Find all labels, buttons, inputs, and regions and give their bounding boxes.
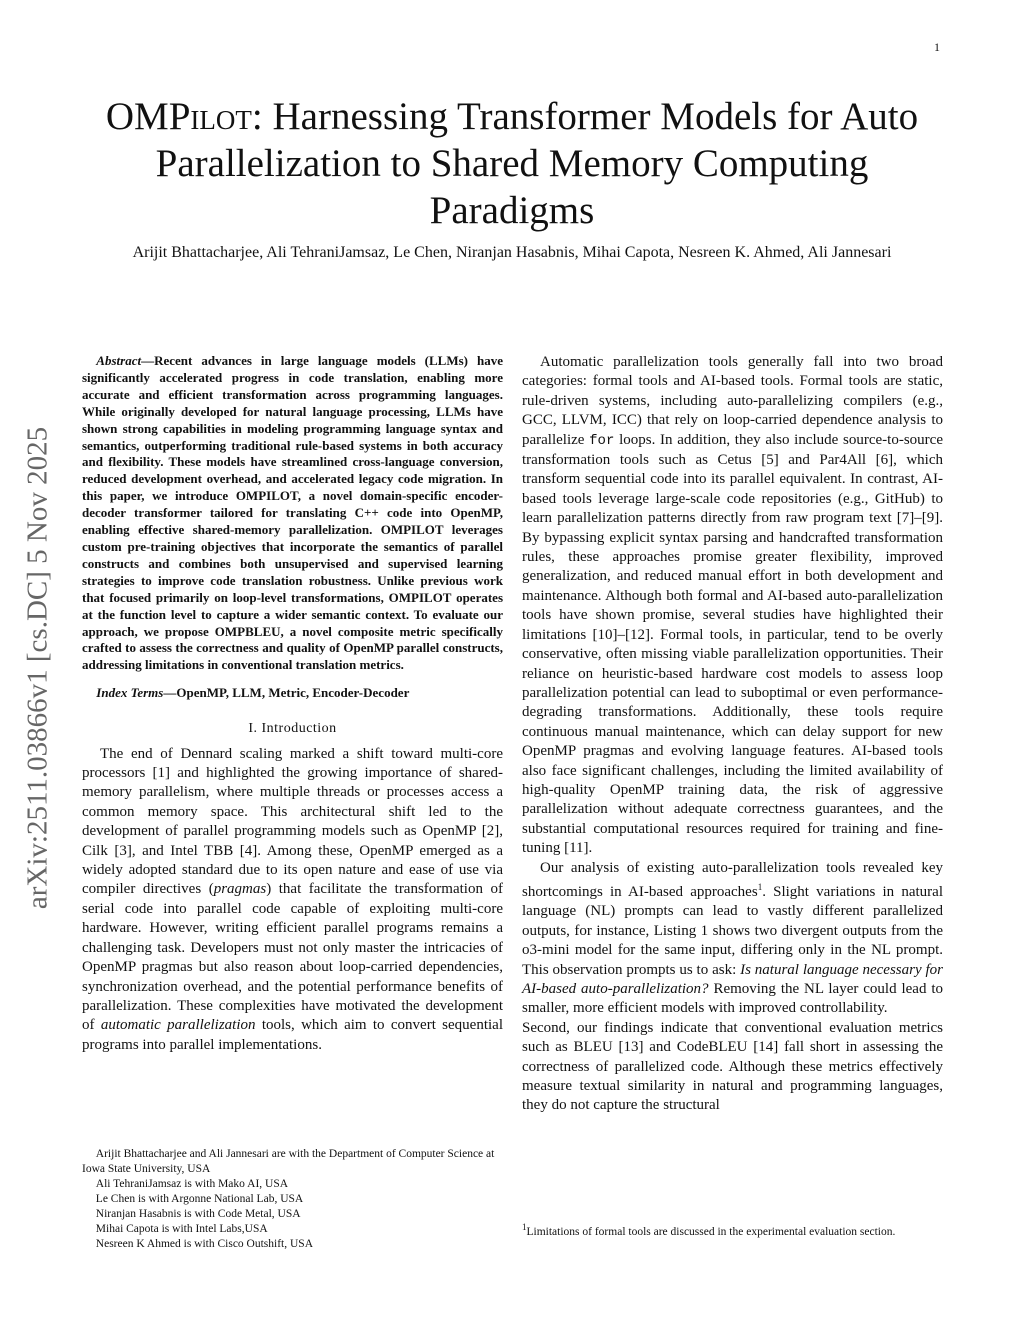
- index-terms-label: Index Terms: [96, 685, 164, 701]
- intro-text-a: The end of Dennard scaling marked a shift toward multi-core processors [1] and highlighted the growing importance of shared-memory parallelism, where multiple threads or processes access a common memory space. This architectural shift led to the development of parallel programming models such as OpenMP [2], Cilk [3], and Intel TBB [4]. Among these, OpenMP emerged as a widely adopted standard due to its open nature and ease of use via compiler directives (: [82, 745, 503, 898]
- index-terms: [82, 684, 503, 701]
- title-system-name: OMPilot: [105, 95, 252, 138]
- affiliation-line: Niranjan Hasabnis is with Code Metal, USA: [95, 1208, 301, 1220]
- p1-text-a: Automatic parallelization tools generally fall into two broad categories: formal tools and AI-based tools. Formal tools are static, rule-driven systems, including auto-parallelizing compilers (e.g., GCC, LLVM, ICC) that rely on loop-carried dependence analysis to parallelize: [522, 354, 943, 448]
- intro-paragraph: [82, 745, 503, 1056]
- body-paragraph: Second, our findings indicate that conventional evaluation metrics such as BLEU [13] and CodeBLEU [14] fall short in assessing the correctness of parallelized code. Although these metrics effectively measure textual similarity in natural and programming languages, they do not capture the structural: [522, 1019, 943, 1114]
- footnote-mark: 1: [522, 1222, 527, 1232]
- footnote-text: Limitations of formal tools are discussed in the experimental evaluation section.: [526, 1225, 896, 1238]
- research-question: Is natural language necessary for AI-based auto-parallelization?: [522, 961, 943, 997]
- title-rest: : Harnessing Transformer Models for Auto Parallelization to Shared Memory Computing Paradigms: [155, 95, 919, 232]
- abstract-label: Abstract: [96, 353, 142, 368]
- intro-emph-pragmas: pragmas: [213, 881, 267, 898]
- page-number: 1: [934, 40, 940, 54]
- body-paragraph: [522, 859, 943, 1019]
- p1-text-b: loops. In addition, they also include source-to-source transformation tools such as Cetus [5] and Par4All [6], which transform sequential code into its parallel equivalent. In contrast, AI-based tools leverage large-scale code repositories (e.g., GitHub) to learn parallelization patterns directly from raw program text [7]–[9]. By bypassing explicit syntax parsing and handcrafted transformation rules, these approaches promise greater flexibility, improved generalization, and reduced manual effort in both development and maintenance. Although both formal and AI-based auto-parallelization tools have shown promise, several studies have highlighted their limitations [10]–[12]. Formal tools, in particular, tend to be overly conservative, often missing viable parallelization opportunities. Their reliance on heuristic-based hardware cost models to assess loop parallelization potential can lead to suboptimal or even performance-degrading transformations. Additionally, these tools require continuous manual maintenance, which can delay support for new OpenMP pragmas and evolving language features. AI-based tools also face significant challenges, including the limited availability of high-quality OpenMP training data, the risk of aggressive parallelization without adequate correctness guarantees, and the substantial computational resources required for training and fine-tuning [11].: [522, 431, 943, 857]
- affiliation-line: Arijit Bhattacharjee and Ali Jannesari are with the Department of Computer Science at Iowa State University, USA: [82, 1148, 495, 1175]
- p2-text-a: Our analysis of existing auto-parallelization tools revealed key shortcomings in AI-based approaches: [522, 859, 943, 900]
- arxiv-identifier: arXiv:2511.03866v1 [cs.DC] 5 Nov 2025: [21, 426, 54, 910]
- affiliation-line: Mihai Capota is with Intel Labs,USA: [95, 1223, 268, 1235]
- index-terms-text: —OpenMP, LLM, Metric, Encoder-Decoder: [163, 685, 410, 701]
- section-heading: I. Introduction: [248, 721, 337, 737]
- right-column: [522, 353, 943, 1116]
- affiliation-line: Nesreen K Ahmed is with Cisco Outshift, USA: [95, 1238, 314, 1250]
- p2-text-b: . Slight variations in natural language (NL) prompts can lead to vastly different parallelized outputs, for instance, Listing 1 shows two divergent outputs from the o3-mini model for the same input, differing only in the NL prompt. This observation prompts us to ask:: [522, 883, 944, 978]
- affiliations: [82, 1147, 503, 1252]
- footnote: [522, 1220, 943, 1240]
- abstract-text: —Recent advances in large language models (LLMs) have significantly accelerated progress in code translation, enabling more accurate and efficient transformation across programming languages. While originally developed for natural language processing, LLMs have shown strong capabilities in modeling programming language syntax and semantics, outperforming traditional rule-based systems in both accuracy and flexibility. These models have streamlined cross-language conversion, reduced development overhead, and accelerated legacy code migration. In this paper, we introduce OMPILOT, a novel domain-specific encoder-decoder transformer tailored for translating C++ code into OpenMP, enabling effective shared-memory parallelization. OMPILOT leverages custom pre-training objectives that incorporate the semantics of parallel constructs and combines both unsupervised and supervised learning strategies to improve code translation robustness. Unlike previous work that focused primarily on loop-level transformations, OMPILOT operates at the function level to capture a wider semantic context. To evaluate our approach, we propose OMPBLEU, a novel composite metric specifically crafted to assess the correctness and quality of OpenMP parallel constructs, addressing limitations in conventional translation metrics.: [82, 353, 503, 673]
- body-paragraph: [522, 353, 943, 859]
- intro-text-c: tools, which aim to convert sequential programs into parallel implementations.: [82, 1017, 503, 1053]
- p2-text-c: Removing the NL layer could lead to smaller, more efficient models with improved controllability.: [522, 981, 943, 1017]
- abstract: [82, 353, 503, 674]
- affiliation-line: Le Chen is with Argonne National Lab, USA: [95, 1193, 304, 1205]
- paper-title: [70, 93, 954, 234]
- left-column: [82, 353, 503, 1055]
- footnote-ref: 1: [757, 881, 763, 892]
- intro-emph-auto: automatic parallelization: [100, 1017, 256, 1034]
- author-list: Arijit Bhattacharjee, Ali TehraniJamsaz, Le Chen, Niranjan Hasabnis, Mihai Capota, Nesreen K. Ahmed, Ali Jannesari: [132, 244, 892, 261]
- intro-text-b: ) that facilitate the transformation of serial code into parallel code capable of exploiting multi-core hardware. However, writing efficient parallel programs remains a challenging task. Developers must not only master the intricacies of OpenMP pragmas but also reason about loop-carried dependencies, synchronization overhead, and the potential performance benefits of parallelization. These complexities have motivated the development of: [82, 881, 503, 1034]
- affiliation-line: Ali TehraniJamsaz is with Mako AI, USA: [95, 1178, 289, 1190]
- code-for-keyword: for: [589, 432, 615, 449]
